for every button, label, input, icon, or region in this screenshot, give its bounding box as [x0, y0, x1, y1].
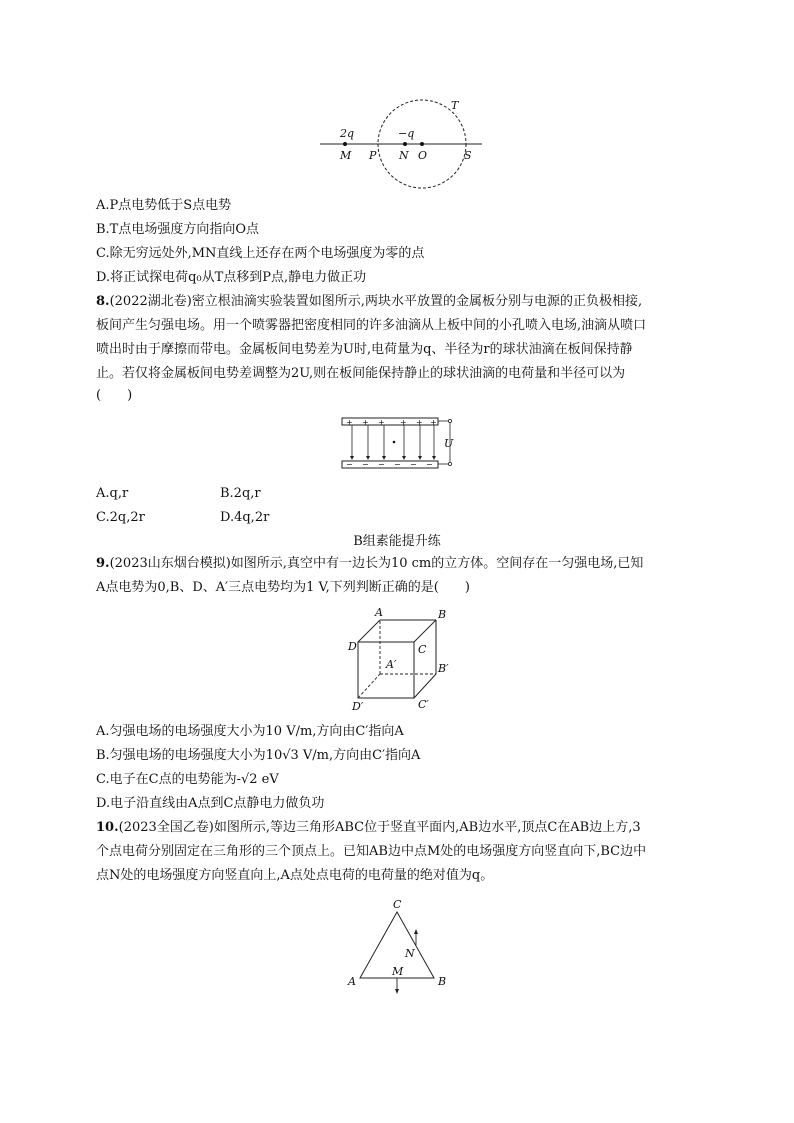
label-tri-b: B [438, 975, 447, 988]
charge-m-dot [343, 142, 347, 146]
svg-text:−: − [394, 460, 401, 469]
svg-text:+: + [430, 418, 437, 427]
svg-text:+: + [346, 418, 353, 427]
label-tri-m: M [392, 965, 404, 978]
q8-line-2: 板间产生匀强电场。用一个喷雾器把密度相同的许多油滴从上板中间的小孔喷入电场,油滴从喷口 [96, 318, 647, 333]
top-plate [342, 418, 438, 425]
q8-number: 8. [96, 294, 110, 309]
q7-option-c: C.除无穷远处外,MN直线上还存在两个电场强度为零的点 [96, 246, 425, 261]
q8-option-b: B.2q,r [220, 486, 261, 501]
section-b-title: B组素能提升练 [353, 534, 441, 549]
charge-n-dot [403, 142, 407, 146]
label-o: O [418, 149, 428, 162]
q9-number: 9. [96, 556, 110, 571]
svg-text:−: − [378, 460, 385, 469]
svg-text:+: + [416, 418, 423, 427]
figure-triangle [344, 896, 454, 998]
q10-line-3: 点N处的电场强度方向竖直向上,A点处点电荷的电荷量的绝对值为q。 [96, 868, 494, 883]
label-n: N [399, 149, 409, 162]
q8-options-row-1 [96, 484, 261, 504]
q7-option-b: B.T点电场强度方向指向O点 [96, 222, 260, 237]
svg-text:+: + [378, 418, 385, 427]
oil-drop [393, 441, 396, 444]
q10-number: 10. [96, 820, 119, 835]
label-2q: 2q [340, 127, 355, 140]
q8-line-3: 喷出时由于摩擦而带电。金属板间电势差为U时,电荷量为q、半径为r的球状油滴在板间保持静 [96, 342, 633, 357]
figure-capacitor [338, 414, 464, 474]
label-tri-a: A [348, 975, 356, 988]
q9-option-c: C.电子在C点的电势能为-√2 eV [96, 772, 279, 787]
label-cube-a-prime: A′ [386, 658, 397, 671]
q9-option-d: D.电子沿直线由A点到C点静电力做负功 [96, 796, 325, 811]
label-m: M [340, 149, 352, 162]
label-s: S [464, 149, 472, 162]
q10-line-2: 个点电荷分别固定在三角形的三个顶点上。已知AB边中点M处的电场强度方向竖直向下,BC边中 [96, 844, 647, 859]
q9-option-b: B.匀强电场的电场强度大小为10√3 V/m,方向由C′指向A [96, 748, 421, 763]
q8-line-1: 8.(2022湖北卷)密立根油滴实验装置如图所示,两块水平放置的金属板分别与电源的正负极相接, [96, 294, 643, 309]
label-cube-b-prime: B′ [438, 662, 449, 675]
svg-text:+: + [362, 418, 369, 427]
figure-cube [340, 604, 458, 716]
label-cube-c: C [418, 643, 427, 656]
label-cube-c-prime: C′ [418, 698, 429, 711]
svg-text:−: − [426, 460, 433, 469]
label-cube-a: A [375, 606, 383, 619]
q8-option-a: A.q,r [96, 486, 129, 501]
svg-text:−: − [346, 460, 353, 469]
label-cube-b: B [438, 608, 447, 621]
q7-option-d: D.将正试探电荷q₀从T点移到P点,静电力做正功 [96, 270, 367, 285]
q8-line-4: 止。若仅将金属板间电势差调整为2U,则在板间能保持静止的球状油滴的电荷量和半径可以为 [96, 366, 626, 381]
label-tri-n: N [405, 947, 415, 960]
bottom-plate [342, 461, 438, 468]
label-cube-d: D [348, 640, 357, 653]
center-o-dot [420, 142, 424, 146]
label-tri-c: C [393, 898, 402, 911]
q8-option-c: C.2q,2r [96, 510, 145, 525]
q8-options-row-2 [96, 508, 270, 528]
label-neg-q: −q [398, 127, 415, 140]
q10-line-1: 10.(2023全国乙卷)如图所示,等边三角形ABC位于竖直平面内,AB边水平,顶点C在AB边上方,3 [96, 820, 641, 835]
label-u: U [444, 437, 454, 450]
q9-option-a: A.匀强电场的电场强度大小为10 V/m,方向由C′指向A [96, 724, 404, 739]
svg-text:−: − [410, 460, 417, 469]
svg-text:−: − [362, 460, 369, 469]
q9-line-2: A点电势为0,B、D、A′三点电势均为1 V,下列判断正确的是( ) [96, 580, 470, 595]
label-p: P [369, 149, 377, 162]
label-cube-d-prime: D′ [352, 700, 364, 713]
figure-charges-circle [318, 98, 488, 190]
q9-line-1: 9.(2023山东烟台模拟)如图所示,真空中有一边长为10 cm的立方体。空间存在一匀强电场,已知 [96, 556, 644, 571]
q8-option-d: D.4q,2r [220, 510, 270, 525]
q7-option-a: A.P点电势低于S点电势 [96, 198, 232, 213]
svg-text:+: + [400, 418, 407, 427]
label-t: T [451, 99, 459, 112]
q8-answer-blank: ( ) [96, 388, 133, 403]
